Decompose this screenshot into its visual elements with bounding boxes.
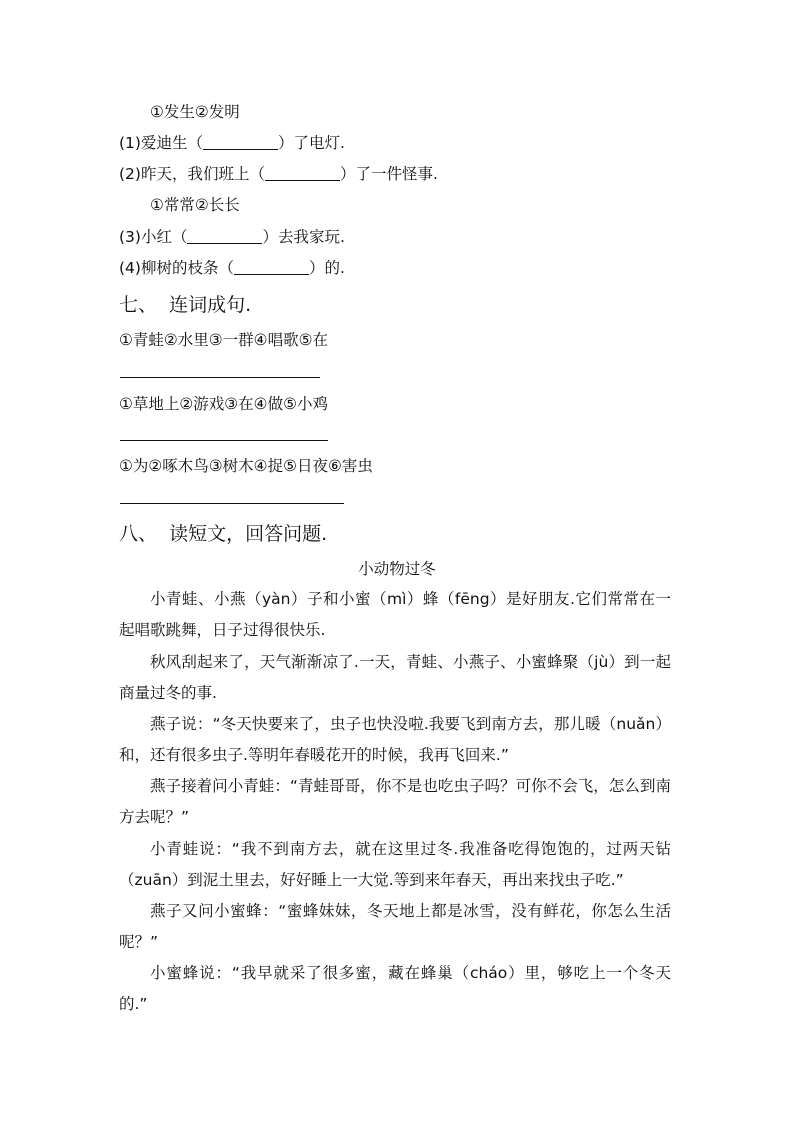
reorder-question-2: ①草地上②游戏③在④做⑤小鸡 (119, 395, 328, 413)
fill-blank-3[interactable] (187, 229, 262, 244)
word-options-2: ①常常②长长 (150, 196, 240, 214)
answer-line-2[interactable] (120, 440, 328, 441)
passage-title: 小动物过冬 (358, 560, 436, 578)
passage-paragraph-7: 小蜜蜂说：“我早就采了很多蜜，藏在蜂巢（cháo）里，够吃上一个冬天的.” (119, 964, 671, 1013)
answer-line-3[interactable] (120, 503, 344, 504)
fill-item-1-prefix: (1)爱迪生（ (119, 134, 203, 152)
section-7-heading: 七、 连词成句. (119, 294, 252, 316)
fill-item-3 (119, 227, 345, 247)
section-8-heading: 八、 读短文，回答问题. (119, 523, 328, 545)
fill-item-2 (119, 164, 438, 184)
fill-item-3-suffix: ）去我家玩. (262, 228, 345, 246)
answer-line-1[interactable] (120, 377, 320, 378)
passage-paragraph-5: 小青蛙说：“我不到南方去，就在这里过冬.我准备吃得饱饱的，过两天钻（zuān）到泥土里去，好好睡上一大觉.等到来年春天，再出来找虫子吃.” (119, 840, 671, 889)
fill-item-2-suffix: ）了一件怪事. (339, 165, 438, 183)
word-options-1: ①发生②发明 (150, 103, 240, 121)
passage-paragraph-2: 秋风刮起来了，天气渐渐凉了.一天，青蛙、小燕子、小蜜蜂聚（jù）到一起商量过冬的事. (119, 653, 671, 702)
passage-paragraph-3: 燕子说：“冬天快要来了，虫子也快没啦.我要飞到南方去，那儿暖（nuǎn）和，还有很多虫子.等明年春暖花开的时候，我再飞回来.” (119, 715, 671, 764)
passage-paragraph-4: 燕子接着问小青蛙：“青蛙哥哥，你不是也吃虫子吗？可你不会飞，怎么到南方去呢？” (119, 777, 671, 826)
reorder-question-3: ①为②啄木鸟③树木④捉⑤日夜⑥害虫 (119, 457, 373, 475)
fill-item-2-prefix: (2)昨天，我们班上（ (119, 165, 265, 183)
fill-item-1 (119, 133, 345, 153)
fill-item-3-prefix: (3)小红（ (119, 228, 188, 246)
fill-item-1-suffix: ）了电灯. (277, 134, 345, 152)
fill-item-4-suffix: ）的. (308, 259, 345, 277)
fill-item-4 (119, 258, 345, 278)
fill-blank-2[interactable] (265, 166, 340, 181)
fill-item-4-prefix: (4)柳树的枝条（ (119, 259, 234, 277)
passage-paragraph-6: 燕子又问小蜜蜂：“蜜蜂妹妹，冬天地上都是冰雪，没有鲜花，你怎么生活呢？” (119, 902, 671, 951)
fill-blank-1[interactable] (203, 135, 278, 150)
reorder-question-1: ①青蛙②水里③一群④唱歌⑤在 (119, 331, 328, 349)
fill-blank-4[interactable] (234, 260, 309, 275)
passage-paragraph-1: 小青蛙、小燕（yàn）子和小蜜（mì）蜂（fēng）是好朋友.它们常常在一起唱歌跳舞，日子过得很快乐. (119, 590, 671, 639)
